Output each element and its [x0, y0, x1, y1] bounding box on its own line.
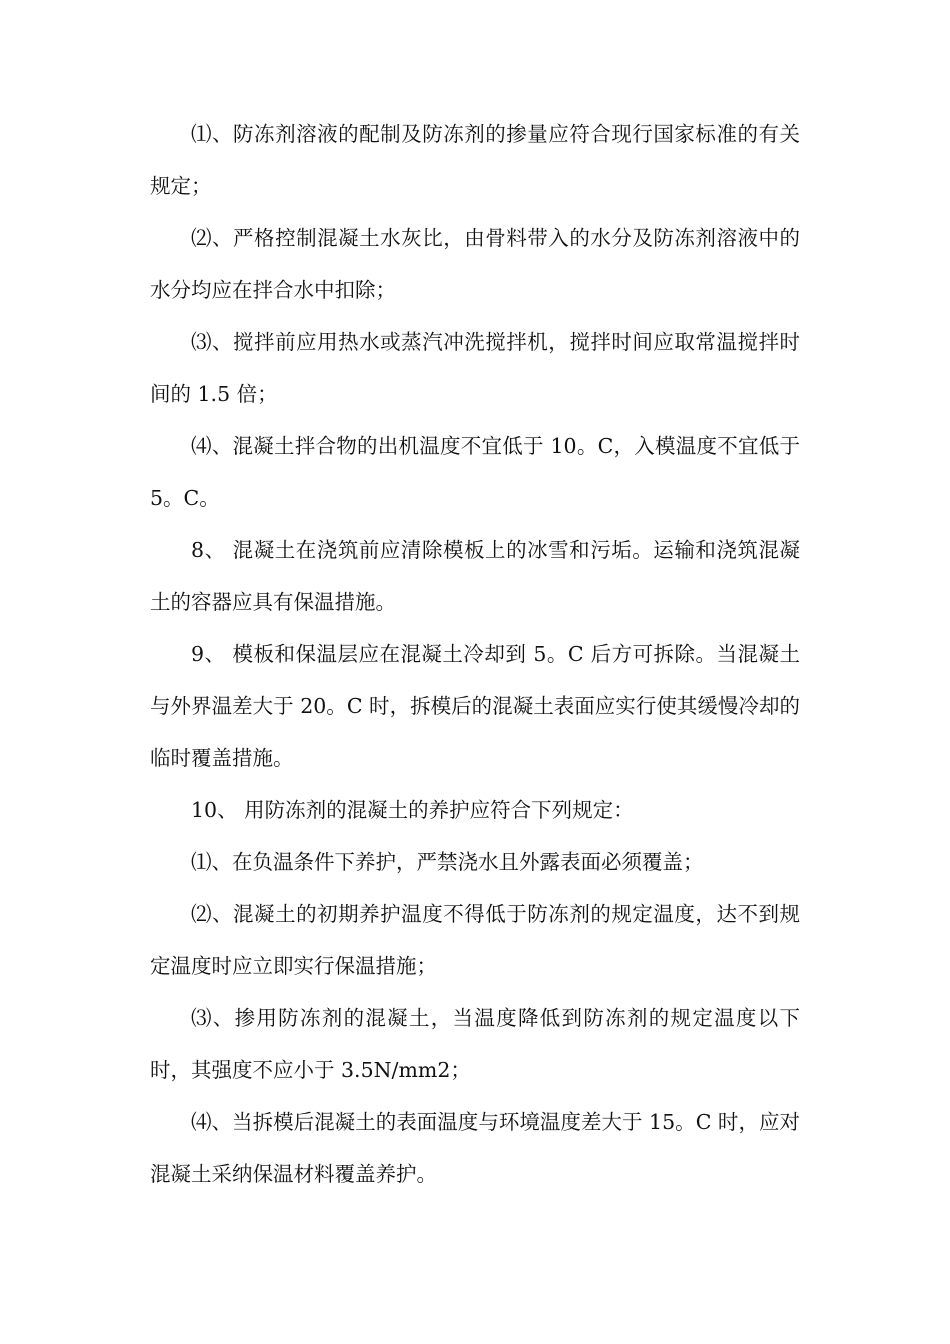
paragraph-strength-requirement: ⑶、掺用防冻剂的混凝土，当温度降低到防冻剂的规定温度以下时，其强度不应小于 3.5N/mm2； — [150, 1006, 800, 1082]
paragraph-mix-temperature: ⑷、混凝土拌合物的出机温度不宜低于 10。C，入模温度不宜低于 5。C。 — [150, 434, 800, 510]
paragraph-water-cement-ratio: ⑵、严格控制混凝土水灰比，由骨料带入的水分及防冻剂溶液中的水分均应在拌合水中扣除； — [150, 226, 800, 302]
paragraph-antifreeze-solution: ⑴、防冻剂溶液的配制及防冻剂的掺量应符合现行国家标准的有关规定； — [150, 122, 800, 198]
paragraph-item-8: 8、 混凝土在浇筑前应清除模板上的冰雪和污垢。运输和浇筑混凝土的容器应具有保温措施。 — [150, 538, 800, 614]
document-page — [150, 108, 800, 1200]
paragraph-negative-temp-curing: ⑴、在负温条件下养护，严禁浇水且外露表面必须覆盖； — [191, 850, 704, 874]
paragraph-mixer-washing: ⑶、搅拌前应用热水或蒸汽冲洗搅拌机，搅拌时间应取常温搅拌时间的 1.5 倍； — [150, 330, 800, 406]
paragraph-initial-curing-temp: ⑵、混凝土的初期养护温度不得低于防冻剂的规定温度，达不到规定温度时应立即实行保温措施； — [150, 902, 800, 978]
paragraph-item-10: 10、 用防冻剂的混凝土的养护应符合下列规定： — [191, 798, 634, 822]
paragraph-demolding-cover: ⑷、当拆模后混凝土的表面温度与环境温度差大于 15。C 时，应对混凝土采纳保温材料覆盖养护。 — [150, 1110, 800, 1186]
paragraph-item-9: 9、 模板和保温层应在混凝土冷却到 5。C 后方可拆除。当混凝土与外界温差大于 20。C 时，拆模后的混凝土表面应实行使其缓慢冷却的临时覆盖措施。 — [150, 642, 800, 770]
